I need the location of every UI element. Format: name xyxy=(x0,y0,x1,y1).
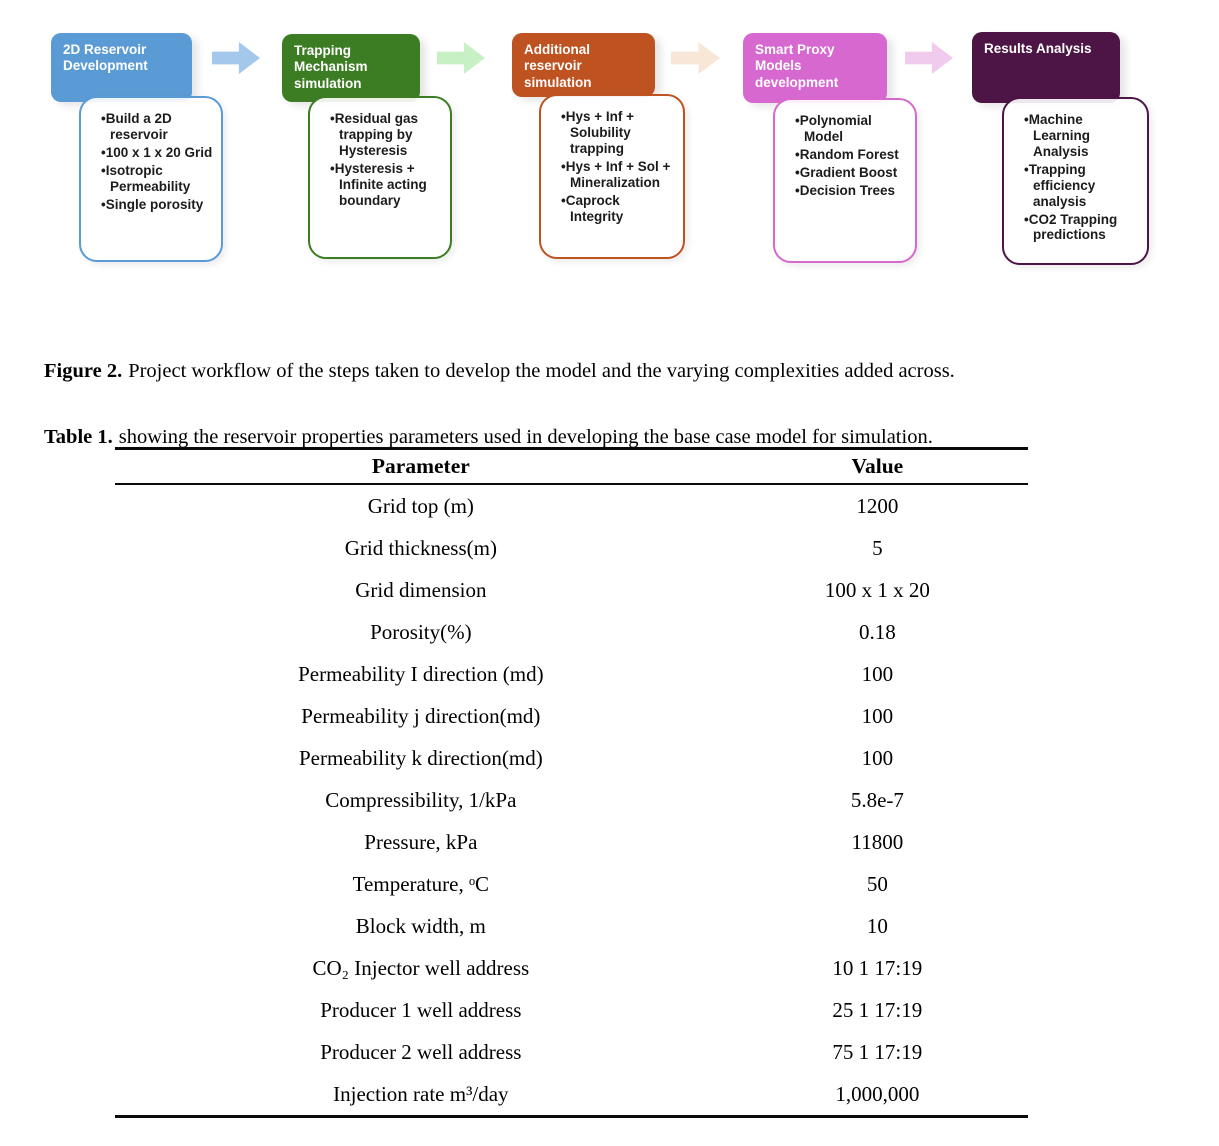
value-cell: 100 xyxy=(861,661,894,686)
parameter-cell: Pressure, kPa xyxy=(364,829,478,854)
step-bullet-list xyxy=(1004,99,1147,253)
parameter-cell: Porosity(%) xyxy=(370,619,472,644)
parameter-cell: Grid top (m) xyxy=(367,493,474,518)
parameter-cell: Producer 2 well address xyxy=(320,1039,522,1064)
step-content-4 xyxy=(773,98,917,263)
right-arrow-icon xyxy=(212,42,260,74)
step-header-1: 2D Reservoir Development xyxy=(51,33,192,102)
step-header-5: Results Analysis xyxy=(972,32,1120,103)
bullet-item: • Gradient Boost xyxy=(795,165,907,181)
table-caption-text: showing the reservoir properties parameters used in developing the base case model for simulation. xyxy=(118,425,933,448)
parameter-cell: Compressibility, 1/kPa xyxy=(325,787,517,812)
table-header-row xyxy=(115,449,1028,485)
step-header-4: Smart Proxy Models development xyxy=(743,33,887,103)
step-content-1 xyxy=(79,96,223,262)
right-arrow-icon xyxy=(671,42,720,74)
figure-caption xyxy=(44,359,1184,385)
figure-caption-label: Figure 2. xyxy=(44,359,123,382)
parameter-cell: Grid dimension xyxy=(355,577,487,602)
right-arrow-icon xyxy=(905,42,953,74)
parameter-cell: Permeability k direction(md) xyxy=(298,745,543,770)
value-cell: 0.18 xyxy=(858,619,896,644)
step-bullet-list xyxy=(81,98,221,223)
table-row xyxy=(115,779,1028,821)
bullet-item: • Caprock Integrity xyxy=(561,193,675,225)
table-row xyxy=(115,695,1028,737)
parameter-cell: Permeability I direction (md) xyxy=(298,661,544,686)
right-arrow-icon xyxy=(437,42,485,74)
table-caption-label: Table 1. xyxy=(44,425,113,448)
value-cell: 50 xyxy=(866,871,888,896)
table-row xyxy=(115,737,1028,779)
parameter-cell: CO₂ Injector well address xyxy=(312,955,530,980)
step-header-3: Additional reservoir simulation xyxy=(512,33,655,97)
bullet-item: • CO2 Trapping predictions xyxy=(1024,212,1139,244)
table-row xyxy=(115,863,1028,905)
value-cell: 100 xyxy=(861,745,894,770)
value-cell: 100 x 1 x 20 xyxy=(824,577,930,602)
value-cell: 10 1 17:19 xyxy=(832,955,923,980)
table-row xyxy=(115,1031,1028,1073)
bullet-item: • Machine Learning Analysis xyxy=(1024,112,1139,160)
table-row xyxy=(115,989,1028,1031)
column-header-value: Value xyxy=(727,449,1028,485)
bullet-item: • Polynomial Model xyxy=(795,113,907,145)
bullet-item: • Hys + Inf + Sol + Mineralization xyxy=(561,159,675,191)
parameter-cell: Temperature, ᵒC xyxy=(352,871,490,896)
bullet-item: • Hys + Inf + Solubility trapping xyxy=(561,109,675,157)
value-cell: 75 1 17:19 xyxy=(832,1039,923,1064)
table-row xyxy=(115,905,1028,947)
bullet-item: • Isotropic Permeability xyxy=(101,163,213,195)
bullet-item: • Hysteresis + Infinite acting boundary xyxy=(330,161,442,209)
table-row xyxy=(115,611,1028,653)
table-row xyxy=(115,653,1028,695)
table-row xyxy=(115,947,1028,989)
value-cell: 1200 xyxy=(856,493,899,518)
step-content-2 xyxy=(308,96,452,259)
table-row xyxy=(115,1073,1028,1117)
figure-caption-text: Project workflow of the steps taken to develop the model and the varying complexities added across. xyxy=(128,359,955,382)
parameter-cell: Permeability j direction(md) xyxy=(301,703,541,728)
step-bullet-list xyxy=(541,96,683,234)
bullet-item: • Single porosity xyxy=(101,197,213,213)
reservoir-properties-table xyxy=(115,447,1028,1118)
bullet-item: • Trapping efficiency analysis xyxy=(1024,162,1139,210)
value-cell: 25 1 17:19 xyxy=(832,997,923,1022)
step-header-2: Trapping Mechanism simulation xyxy=(282,34,420,102)
parameter-cell: Producer 1 well address xyxy=(320,997,522,1022)
step-bullet-list xyxy=(310,98,450,219)
column-header-parameter: Parameter xyxy=(115,449,727,485)
parameter-cell: Injection rate m³/day xyxy=(333,1081,509,1106)
parameters-table xyxy=(115,447,1028,1118)
step-bullet-list xyxy=(775,100,915,209)
parameter-cell: Block width, m xyxy=(355,913,486,938)
bullet-item: • Decision Trees xyxy=(795,183,907,199)
step-content-3 xyxy=(539,94,685,259)
value-cell: 1,000,000 xyxy=(835,1081,920,1106)
table-row xyxy=(115,527,1028,569)
bullet-item: • Random Forest xyxy=(795,147,907,163)
table-row xyxy=(115,484,1028,527)
value-cell: 100 xyxy=(861,703,894,728)
parameter-cell: Grid thickness(m) xyxy=(344,535,497,560)
bullet-item: • Build a 2D reservoir xyxy=(101,111,213,143)
value-cell: 5.8e-7 xyxy=(850,787,904,812)
value-cell: 10 xyxy=(866,913,888,938)
bullet-item: • Residual gas trapping by Hysteresis xyxy=(330,111,442,159)
value-cell: 5 xyxy=(872,535,883,560)
bullet-item: • 100 x 1 x 20 Grid xyxy=(101,145,213,161)
step-content-5 xyxy=(1002,97,1149,265)
table-row xyxy=(115,569,1028,611)
table-row xyxy=(115,821,1028,863)
workflow-diagram xyxy=(0,0,1219,300)
value-cell: 11800 xyxy=(851,829,904,854)
